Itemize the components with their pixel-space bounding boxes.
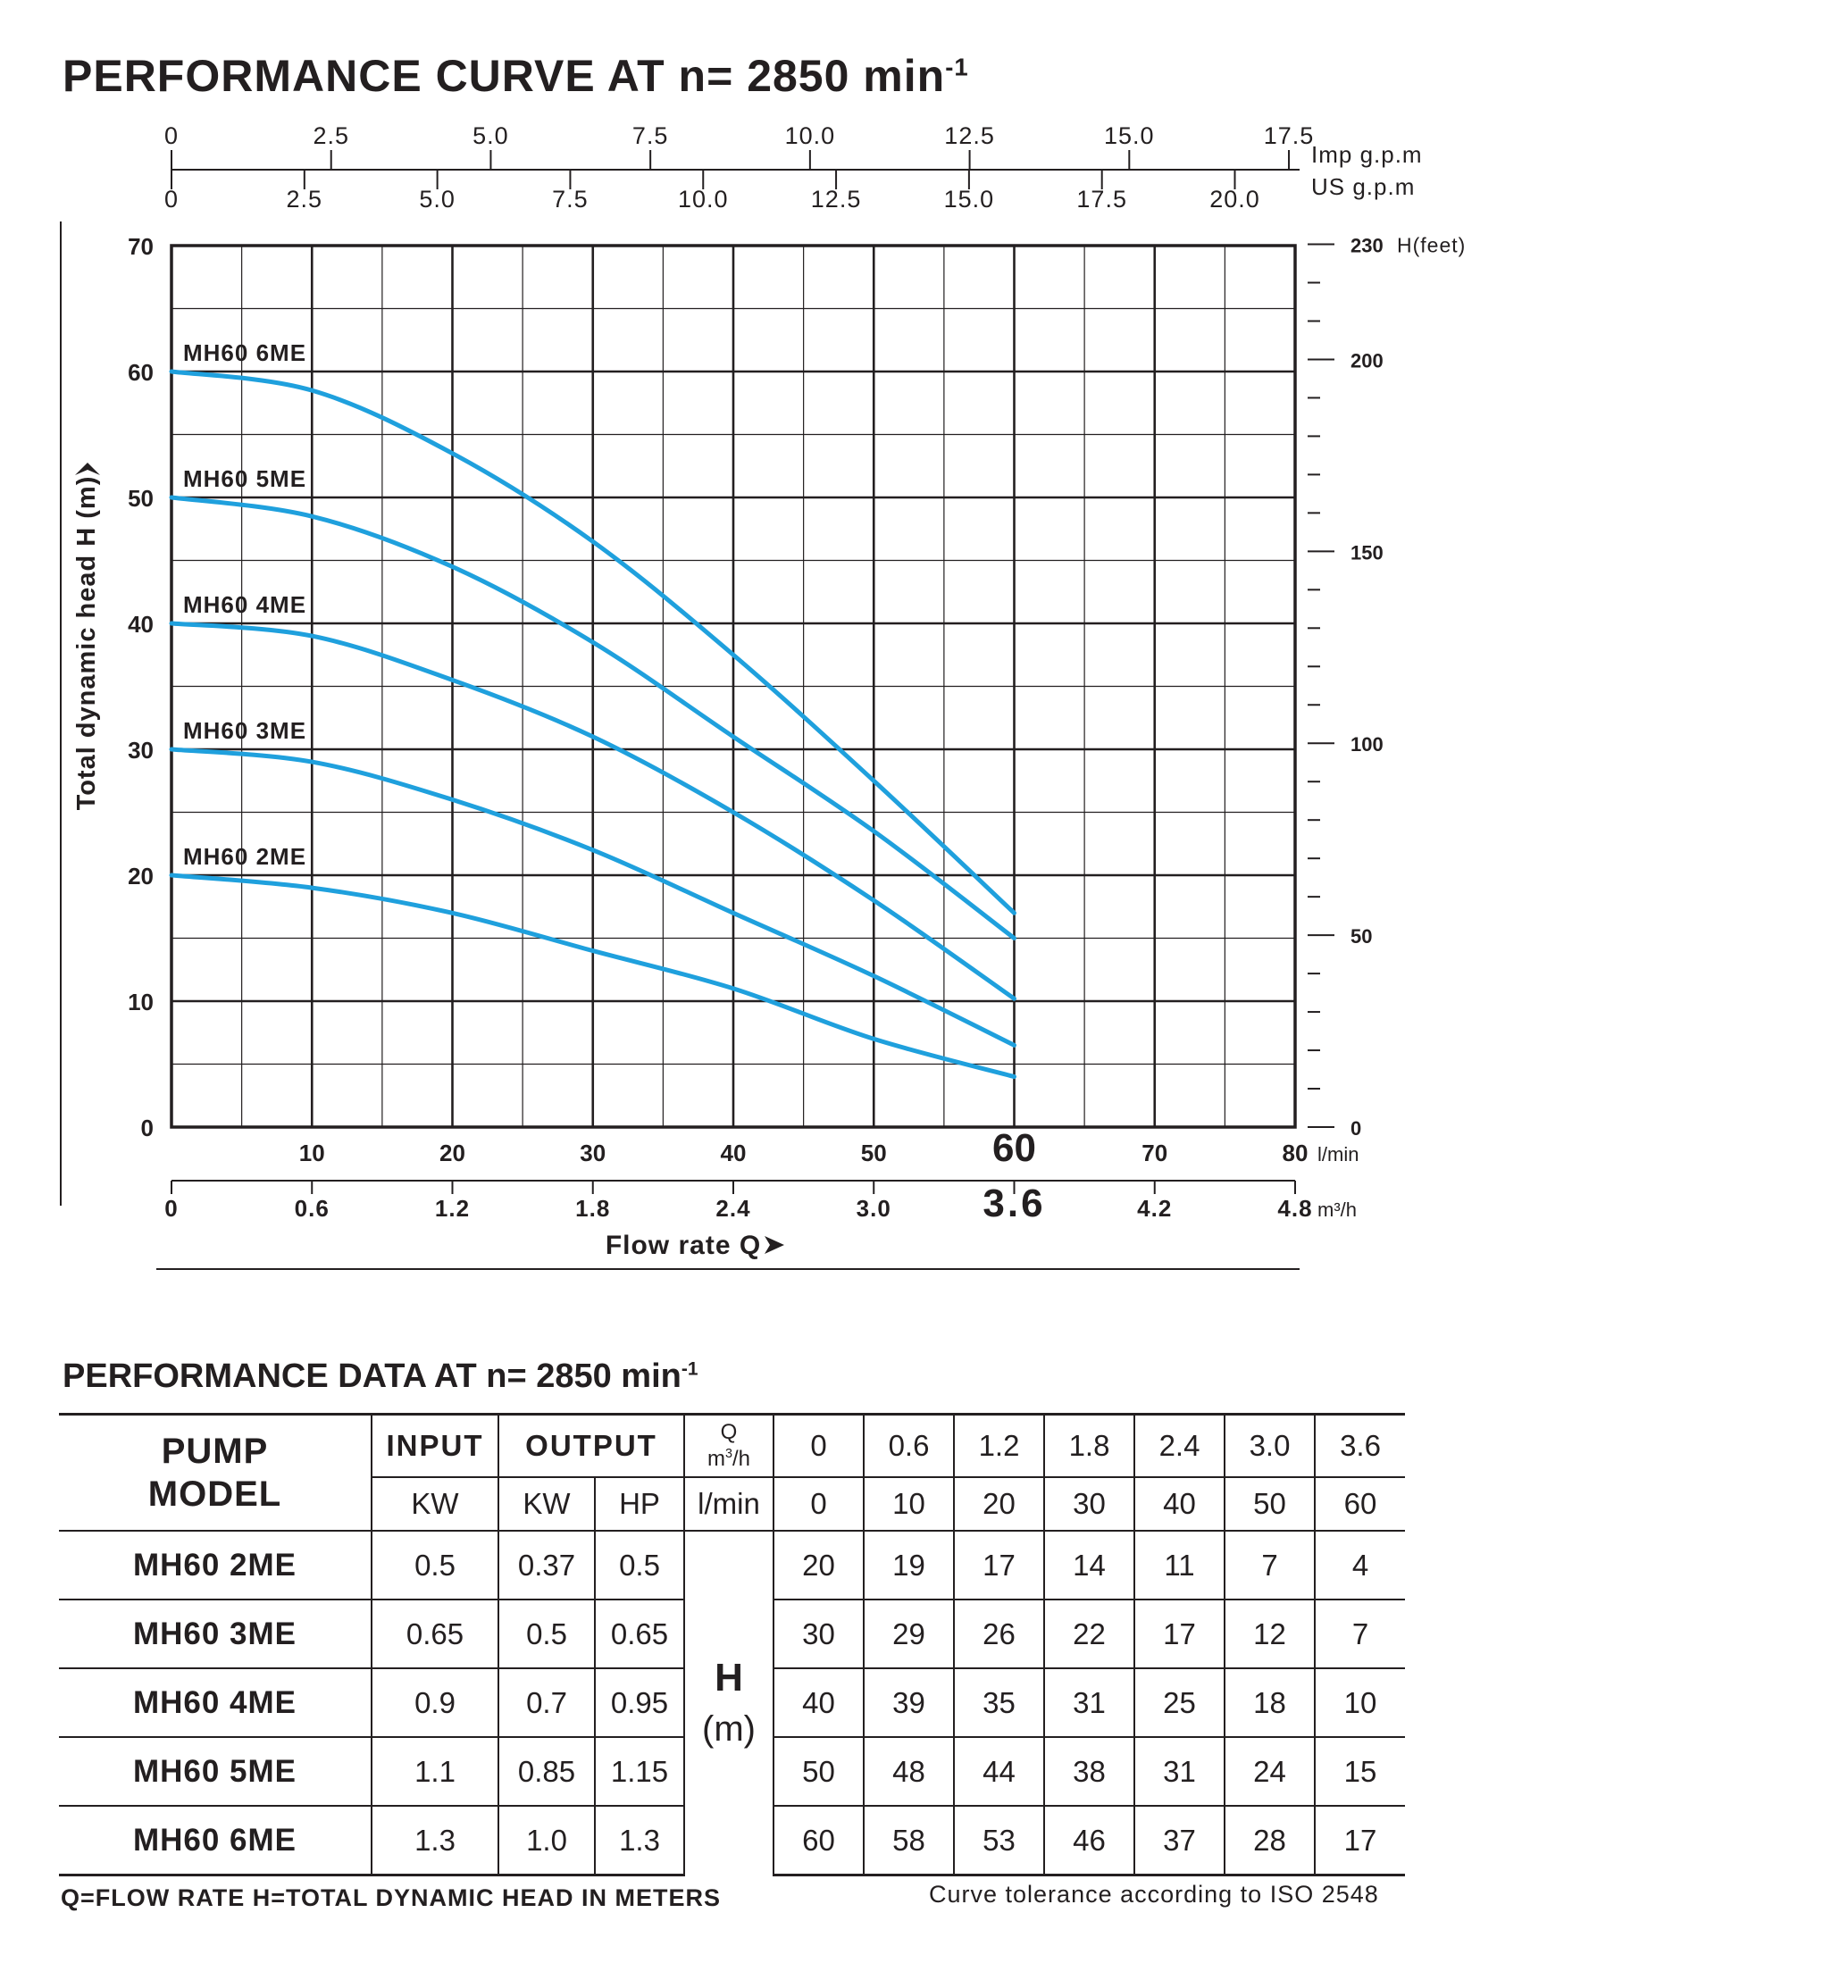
y-tick-label: 30	[128, 737, 154, 764]
head-cell: 4	[1315, 1531, 1405, 1600]
head-cell: 39	[864, 1668, 954, 1737]
head-cell: 7	[1315, 1600, 1405, 1668]
imp-gpm-tick-label: 10.0	[784, 122, 836, 149]
head-cell: 31	[1044, 1668, 1134, 1737]
x-tick-label-m3h: 3.6	[983, 1182, 1046, 1225]
x-tick-label-m3h: 3.0	[856, 1195, 891, 1222]
head-cell: 35	[954, 1668, 1044, 1737]
output-hp-cell: 0.95	[595, 1668, 684, 1737]
head-cell: 30	[773, 1600, 864, 1668]
imp-gpm-tick-label: 7.5	[631, 122, 669, 149]
right-axis-tick-label: 230	[1350, 234, 1384, 257]
y-tick-label: 20	[128, 863, 154, 890]
head-cell: 26	[954, 1600, 1044, 1668]
input-kw-cell: 0.5	[372, 1531, 498, 1600]
right-axis-unit: H(feet)	[1397, 233, 1467, 257]
head-cell: 37	[1134, 1806, 1225, 1875]
head-cell: 48	[864, 1737, 954, 1806]
y-axis-label: Total dynamic head H (m)	[72, 475, 101, 811]
us-gpm-unit: US g.p.m	[1311, 173, 1416, 200]
imp-gpm-tick-label: 15.0	[1104, 122, 1155, 149]
x-tick-label-m3h: 4.8	[1277, 1195, 1313, 1222]
output-hp-cell: 1.3	[595, 1806, 684, 1875]
imp-gpm-tick-label: 12.5	[944, 122, 995, 149]
table-title: PERFORMANCE DATA AT n= 2850 $\min^{-1}$	[63, 1357, 698, 1395]
x-tick-label-m3h: 1.2	[434, 1195, 471, 1222]
tolerance-note: Curve tolerance according to ISO 2548	[929, 1881, 1379, 1908]
flow-m3h-cell: 3.6	[1315, 1415, 1405, 1478]
output-hp-cell: 0.65	[595, 1600, 684, 1668]
flow-lmin-cell: 0	[773, 1477, 864, 1531]
x-tick-label-m3h: 4.2	[1137, 1195, 1173, 1222]
chart-title: PERFORMANCE CURVE AT n= 2850 $\min^{-1}$	[63, 51, 969, 101]
input-kw-unit: KW	[372, 1477, 498, 1531]
flow-lmin-cell: 20	[954, 1477, 1044, 1531]
head-cell: 19	[864, 1531, 954, 1600]
input-kw-cell: 0.65	[372, 1600, 498, 1668]
head-cell: 58	[864, 1806, 954, 1875]
output-kw-cell: 1.0	[498, 1806, 595, 1875]
input-kw-cell: 1.3	[372, 1806, 498, 1875]
right-axis-tick-label: 100	[1350, 733, 1384, 756]
series-label: MH60 5ME	[183, 465, 307, 492]
flow-lmin-cell: 60	[1315, 1477, 1405, 1531]
head-cell: 31	[1134, 1737, 1225, 1806]
series-label: MH60 3ME	[183, 717, 307, 744]
model-cell: MH60 2ME	[59, 1531, 372, 1600]
us-gpm-tick-label: 20.0	[1209, 186, 1260, 213]
x-tick-label-m3h: 0.6	[294, 1195, 330, 1222]
x-axis-label: Flow rate Q	[605, 1231, 762, 1260]
x-tick-label-lmin: 60	[992, 1126, 1036, 1170]
input-header: INPUT	[372, 1415, 498, 1478]
imp-gpm-unit: Imp g.p.m	[1311, 141, 1423, 168]
performance-data-table	[59, 1413, 1405, 1876]
lmin-unit: l/min	[684, 1477, 773, 1531]
y-tick-label: 70	[128, 233, 154, 260]
x-tick-label-m3h: 2.4	[715, 1195, 751, 1222]
x-unit-lmin: l/min	[1317, 1143, 1359, 1165]
h-unit-cell: H (m)	[684, 1531, 773, 1875]
x-tick-label-lmin: 70	[1141, 1140, 1168, 1166]
right-axis-tick-label: 200	[1350, 349, 1384, 372]
output-kw-cell: 0.85	[498, 1737, 595, 1806]
us-gpm-tick-label: 12.5	[810, 186, 862, 213]
head-cell: 10	[1315, 1668, 1405, 1737]
y-axis-arrow-icon	[75, 463, 100, 475]
y-tick-label: 60	[128, 359, 154, 386]
right-axis-tick-label: 50	[1350, 925, 1373, 948]
output-hp-cell: 1.15	[595, 1737, 684, 1806]
flow-lmin-cell: 30	[1044, 1477, 1134, 1531]
head-cell: 17	[1315, 1806, 1405, 1875]
x-tick-label-lmin: 80	[1282, 1140, 1309, 1166]
series-label: MH60 4ME	[183, 591, 307, 618]
head-cell: 38	[1044, 1737, 1134, 1806]
model-cell: MH60 5ME	[59, 1737, 372, 1806]
table-row	[59, 1531, 1405, 1600]
model-cell: MH60 4ME	[59, 1668, 372, 1737]
flow-m3h-cell: 0.6	[864, 1415, 954, 1478]
y-tick-label: 40	[128, 611, 154, 638]
head-cell: 25	[1134, 1668, 1225, 1737]
x-tick-label-m3h: 1.8	[575, 1195, 611, 1222]
imp-gpm-tick-label: 2.5	[313, 122, 349, 149]
us-gpm-tick-label: 5.0	[419, 186, 456, 213]
flow-m3h-cell: 3.0	[1225, 1415, 1315, 1478]
pump-model-header: PUMP MODEL	[59, 1415, 372, 1532]
x-tick-label-m3h: 0	[164, 1195, 179, 1222]
model-cell: MH60 3ME	[59, 1600, 372, 1668]
imp-gpm-tick-label: 5.0	[472, 122, 509, 149]
us-gpm-tick-label: 10.0	[677, 186, 729, 213]
input-kw-cell: 0.9	[372, 1668, 498, 1737]
output-header: OUTPUT	[498, 1415, 684, 1478]
head-cell: 29	[864, 1600, 954, 1668]
head-cell: 28	[1225, 1806, 1315, 1875]
head-cell: 17	[954, 1531, 1044, 1600]
head-cell: 44	[954, 1737, 1044, 1806]
head-cell: 15	[1315, 1737, 1405, 1806]
model-cell: MH60 6ME	[59, 1806, 372, 1875]
us-gpm-tick-label: 15.0	[943, 186, 995, 213]
output-kw-cell: 0.37	[498, 1531, 595, 1600]
output-kw-cell: 0.7	[498, 1668, 595, 1737]
x-tick-label-lmin: 30	[580, 1140, 606, 1166]
output-hp-cell: 0.5	[595, 1531, 684, 1600]
head-cell: 14	[1044, 1531, 1134, 1600]
us-gpm-tick-label: 0	[163, 186, 180, 213]
head-cell: 7	[1225, 1531, 1315, 1600]
head-cell: 50	[773, 1737, 864, 1806]
input-kw-cell: 1.1	[372, 1737, 498, 1806]
us-gpm-tick-label: 2.5	[286, 186, 323, 213]
x-tick-label-lmin: 40	[720, 1140, 747, 1166]
right-axis-tick-label: 150	[1350, 541, 1384, 564]
head-cell: 53	[954, 1806, 1044, 1875]
head-cell: 18	[1225, 1668, 1315, 1737]
head-cell: 17	[1134, 1600, 1225, 1668]
us-gpm-tick-label: 17.5	[1076, 186, 1127, 213]
x-tick-label-lmin: 50	[860, 1140, 887, 1166]
us-gpm-tick-label: 7.5	[552, 186, 589, 213]
output-hp-unit: HP	[595, 1477, 684, 1531]
x-tick-label-lmin: 20	[439, 1140, 465, 1166]
x-unit-m3h: m³/h	[1317, 1199, 1357, 1221]
head-cell: 11	[1134, 1531, 1225, 1600]
imp-gpm-tick-label: 17.5	[1263, 122, 1315, 149]
head-cell: 20	[773, 1531, 864, 1600]
head-cell: 60	[773, 1806, 864, 1875]
y-tick-label: 0	[140, 1115, 154, 1141]
series-label: MH60 6ME	[183, 339, 307, 366]
output-kw-unit: KW	[498, 1477, 595, 1531]
head-cell: 40	[773, 1668, 864, 1737]
flow-lmin-cell: 40	[1134, 1477, 1225, 1531]
flow-lmin-cell: 10	[864, 1477, 954, 1531]
head-cell: 46	[1044, 1806, 1134, 1875]
right-axis-tick-label: 0	[1350, 1117, 1362, 1140]
imp-gpm-tick-label: 0	[163, 122, 180, 149]
head-cell: 12	[1225, 1600, 1315, 1668]
y-tick-label: 10	[128, 989, 154, 1015]
q-header: Q $m^3/h$	[684, 1415, 773, 1478]
y-tick-label: 50	[128, 485, 154, 512]
series-label: MH60 2ME	[183, 843, 307, 870]
head-cell: 24	[1225, 1737, 1315, 1806]
flow-m3h-cell: 2.4	[1134, 1415, 1225, 1478]
flow-m3h-cell: 1.8	[1044, 1415, 1134, 1478]
flow-m3h-cell: 0	[773, 1415, 864, 1478]
head-cell: 22	[1044, 1600, 1134, 1668]
legend-note: Q=FLOW RATE H=TOTAL DYNAMIC HEAD IN METERS	[61, 1884, 722, 1911]
x-tick-label-lmin: 10	[298, 1140, 325, 1166]
output-kw-cell: 0.5	[498, 1600, 595, 1668]
x-axis-arrow-icon	[765, 1236, 784, 1254]
flow-m3h-cell: 1.2	[954, 1415, 1044, 1478]
flow-lmin-cell: 50	[1225, 1477, 1315, 1531]
